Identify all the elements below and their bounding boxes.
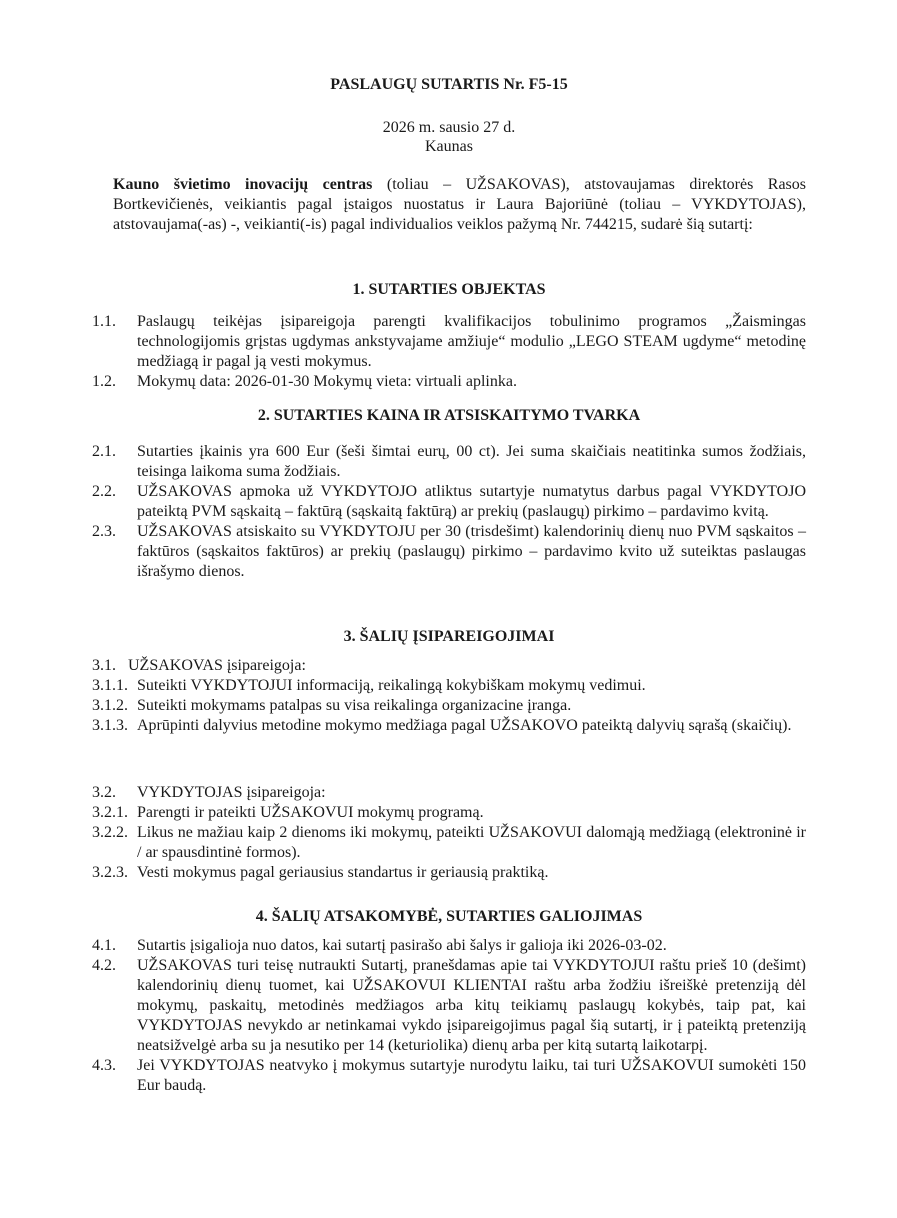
contract-city: Kaunas: [425, 138, 473, 155]
clause-number: 1.1.: [92, 313, 116, 330]
clause: [92, 936, 806, 956]
clause-text: UŽSAKOVAS įsipareigoja:: [128, 657, 306, 674]
clause-text: UŽSAKOVAS atsiskaito su VYKDYTOJU per 30 (trisdešimt) kalendorinių dienų nuo PVM sąskaitos – faktūros (sąskaitos faktūros) ar prekių (paslaugų) pirkimo – pardavimo kvito už suteiktas paslaugas išrašymo dienos.: [137, 523, 806, 580]
clause: [92, 482, 806, 522]
clause-text: Sutartis įsigalioja nuo datos, kai sutartį pasirašo abi šalys ir galioja iki 2026-03-02.: [137, 937, 667, 954]
clause-number: 1.2.: [92, 373, 116, 390]
clause-text: Sutarties įkainis yra 600 Eur (šeši šimtai eurų, 00 ct). Jei suma skaičiais neatitinka sumos žodžiais, teisinga laikoma suma žodžiais.: [137, 443, 806, 480]
clause-number: 3.2.: [92, 784, 116, 801]
clause-number: 2.3.: [92, 523, 116, 540]
clause: [92, 823, 806, 863]
clause-text: Suteikti mokymams patalpas su visa reikalinga organizacine įranga.: [137, 697, 572, 714]
clause: [92, 442, 806, 482]
clause-text: Parengti ir pateikti UŽSAKOVUI mokymų programą.: [137, 804, 484, 821]
clause: [92, 522, 806, 582]
contract-date: 2026 m. sausio 27 d.: [382, 119, 516, 136]
clause-number: 2.2.: [92, 483, 116, 500]
clause: [92, 656, 806, 676]
section-heading: 3. ŠALIŲ ĮSIPAREIGOJIMAI: [343, 628, 555, 645]
section-heading: 4. ŠALIŲ ATSAKOMYBĖ, SUTARTIES GALIOJIMAS: [255, 908, 643, 925]
clause: [92, 956, 806, 1056]
clause: [92, 783, 806, 803]
clause-number: 2.1.: [92, 443, 116, 460]
clause: [92, 803, 806, 823]
section-1-items: [92, 312, 806, 392]
clause-number: 4.1.: [92, 937, 116, 954]
document-title: PASLAUGŲ SUTARTIS Nr. F5-15: [330, 76, 568, 93]
section-4-items: [92, 936, 806, 1096]
clause: [92, 696, 806, 716]
intro-paragraph: [113, 175, 806, 235]
clause: [92, 312, 806, 372]
clause: [92, 863, 806, 883]
clause-text: UŽSAKOVAS apmoka už VYKDYTOJO atliktus sutartyje numatytus darbus pagal VYKDYTOJO pateiktą PVM sąskaitą – faktūrą (sąskaitą faktūrą) ar prekių (paslaugų) pirkimo – pardavimo kvitą.: [137, 483, 806, 520]
clause-text: Paslaugų teikėjas įsipareigoja parengti kvalifikacijos tobulinimo programos „Žaismingas technologijomis grįstas ugdymas ankstyvajame amžiuje“ modulio „LEGO STEAM ugdyme“ metodinę medžiagą ir pagal ją vesti mokymus.: [137, 313, 806, 370]
clause-number: 3.1.: [92, 657, 116, 674]
clause: [92, 676, 806, 696]
clause: [92, 1056, 806, 1096]
clause-number: 3.2.2.: [92, 824, 128, 841]
clause-text: Likus ne mažiau kaip 2 dienoms iki mokymų, pateikti UŽSAKOVUI dalomąją medžiagą (elektroninė ir / ar spausdintinė formos).: [137, 824, 806, 861]
section-2-items: [92, 442, 806, 582]
clause-number: 3.1.2.: [92, 697, 128, 714]
clause-text: Aprūpinti dalyvius metodine mokymo medžiaga pagal UŽSAKOVO pateiktą dalyvių sąrašą (skaičių).: [137, 717, 792, 734]
clause-text: Mokymų data: 2026-01-30 Mokymų vieta: virtuali aplinka.: [137, 373, 517, 390]
clause: [92, 372, 806, 392]
clause-number: 4.3.: [92, 1057, 116, 1074]
clause-number: 3.2.1.: [92, 804, 128, 821]
clause-text: UŽSAKOVAS turi teisę nutraukti Sutartį, pranešdamas apie tai VYKDYTOJUI raštu prieš 10 (dešimt) kalendorinių dienų tuomet, kai UŽSAKOVUI KLIENTAI raštu arba žodžiu išreiškė pretenziją dėl mokymų, paskaitų, metodinės medžiagos arba kitų teikiamų paslaugų kokybės, taip pat, kai VYKDYTOJAS nevykdo ar netinkamai vykdo įsipareigojimus pagal šią sutartį, ir į pateiktą pretenziją neatsižvelgė arba su ja nesutiko per 14 (keturiolika) dienų arba per kitą sutartą laikotarpį.: [137, 957, 806, 1054]
section-heading: 2. SUTARTIES KAINA IR ATSISKAITYMO TVARKA: [257, 407, 641, 424]
clause-number: 3.1.3.: [92, 717, 128, 734]
clause-number: 3.1.1.: [92, 677, 128, 694]
party-name: Kauno švietimo inovacijų centras: [113, 176, 373, 193]
section-3-group-2: [92, 783, 806, 883]
clause-text: Jei VYKDYTOJAS neatvyko į mokymus sutartyje nurodytu laiku, tai turi UŽSAKOVUI sumokėti 150 Eur baudą.: [137, 1057, 806, 1094]
section-heading: 1. SUTARTIES OBJEKTAS: [352, 281, 546, 298]
clause-number: 3.2.3.: [92, 864, 128, 881]
clause-text: VYKDYTOJAS įsipareigoja:: [137, 784, 326, 801]
clause-text: Suteikti VYKDYTOJUI informaciją, reikalingą kokybiškam mokymų vedimui.: [137, 677, 646, 694]
clause-number: 4.2.: [92, 957, 116, 974]
section-3-group-1: [92, 656, 806, 736]
clause: [92, 716, 806, 736]
clause-text: Vesti mokymus pagal geriausius standartus ir geriausią praktiką.: [137, 864, 549, 881]
intro-text: (toliau – UŽSAKOVAS), atstovaujamas direktorės Rasos Bortkevičienės, veikiantis pagal įstaigos nuostatus ir Laura Bajoriūnė (toliau – VYKDYTOJAS), atstovaujama(-as) -, veikianti(-is) pagal individualios veiklos pažymą Nr. 744215, sudarė šią sutartį:: [113, 176, 806, 233]
